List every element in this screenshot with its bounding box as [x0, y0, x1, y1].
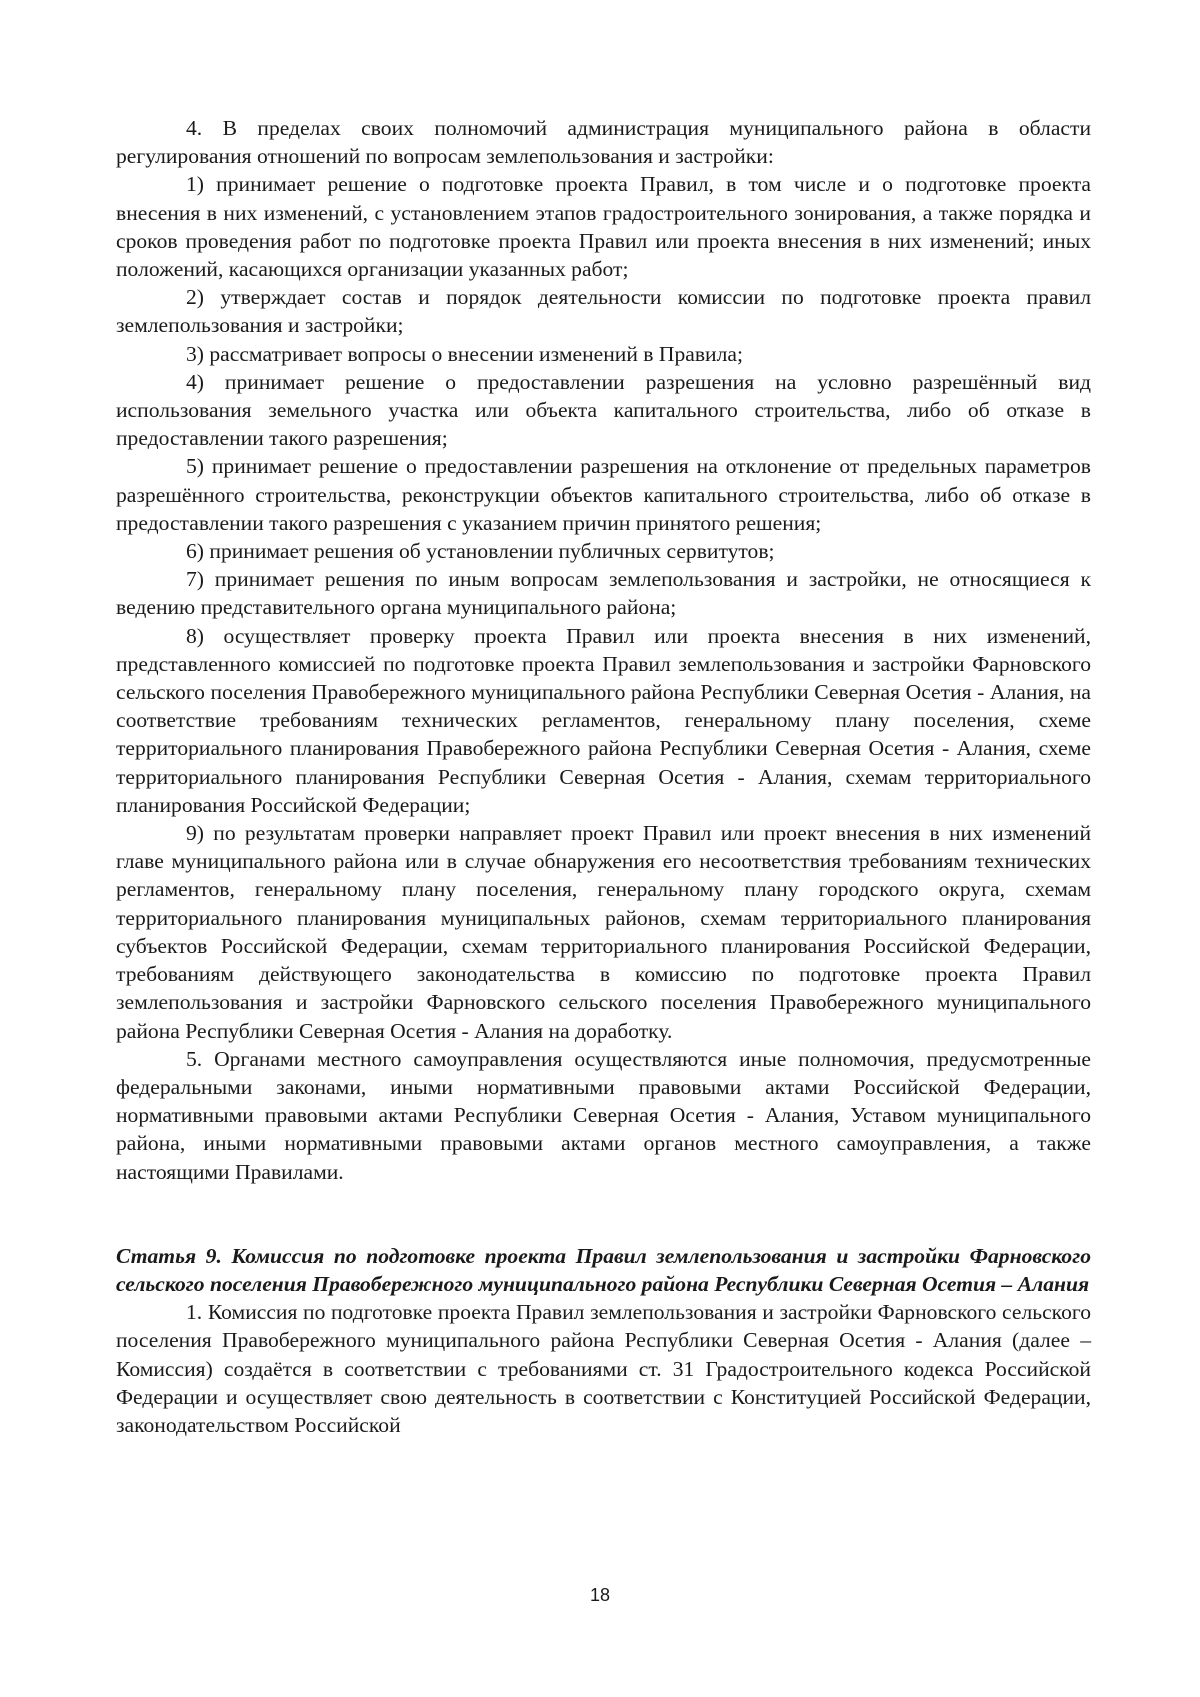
paragraph-4: 4. В пределах своих полномочий администрация муниципального района в области регулирования отношений по вопросам землепользования и застройки: — [116, 116, 1091, 169]
list-item-3: 3) рассматривает вопросы о внесении изменений в Правила; — [186, 341, 743, 366]
list-item-9: 9) по результатам проверки направляет проект Правил или проект внесения в них изменений главе муниципального района или в случае обнаружения его несоответствия требованиям технических регламентов, генеральному плану поселения, генеральному плану городского округа, схемам территориального планирования муниципальных районов, схемам территориального планирования субъектов Российской Федерации, схемам территориального планирования Российской Федерации, требованиям действующего законодательства в комиссию по подготовке проекта Правил землепользования и застройки Фарновского сельского поселения Правобережного муниципального района Республики Северная Осетия - Алания на доработку. — [116, 821, 1091, 1043]
list-item-7: 7) принимает решения по иным вопросам землепользования и застройки, не относящиеся к ведению представительного органа муниципального района; — [116, 567, 1091, 620]
list-item-2: 2) утверждает состав и порядок деятельности комиссии по подготовке проекта правил землепользования и застройки; — [116, 285, 1091, 338]
paragraph-5: 5. Органами местного самоуправления осуществляются иные полномочия, предусмотренные федеральными законами, иными нормативными правовыми актами Российской Федерации, нормативными правовыми актами Республики Северная Осетия - Алания, Уставом муниципального района, иными нормативными правовыми актами органов местного самоуправления, а также настоящими Правилами. — [116, 1046, 1091, 1184]
section-spacer — [116, 1186, 1091, 1242]
document-body — [116, 114, 1091, 1439]
list-item-8: 8) осуществляет проверку проекта Правил или проекта внесения в них изменений, представленного комиссией по подготовке проекта Правил землепользования и застройки Фарновского сельского поселения Правобережного муниципального района Республики Северная Осетия - Алания, на соответствие требованиям технических регламентов, генеральному плану поселения, схеме территориального планирования Правобережного района Республики Северная Осетия - Алания, схеме территориального планирования Республики Северная Осетия - Алания, схемам территориального планирования Российской Федерации; — [116, 623, 1091, 817]
list-item-4: 4) принимает решение о предоставлении разрешения на условно разрешённый вид использования земельного участка или объекта капитального строительства, либо об отказе в предоставлении такого разрешения; — [116, 369, 1091, 451]
article-9-paragraph-1: 1. Комиссия по подготовке проекта Правил землепользования и застройки Фарновского сельского поселения Правобережного муниципального района Республики Северная Осетия - Алания (далее – Комиссия) создаётся в соответствии с требованиями ст. 31 Градостроительного кодекса Российской Федерации и осуществляет свою деятельность в соответствии с Конституцией Российской Федерации, законодательством Российской — [116, 1300, 1091, 1437]
list-item-1: 1) принимает решение о подготовке проекта Правил, в том числе и о подготовке проекта внесения в них изменений, с установлением этапов градостроительного зонирования, а также порядка и сроков проведения работ по подготовке проекта Правил или проекта внесения в них изменений; иных положений, касающихся организации указанных работ; — [116, 172, 1091, 282]
article-9-heading: Статья 9. Комиссия по подготовке проекта Правил землепользования и застройки Фарновского сельского поселения Правобережного муниципального района Республики Северная Осетия – Алания — [116, 1243, 1091, 1296]
list-item-6: 6) принимает решения об установлении публичных сервитутов; — [186, 539, 775, 564]
list-item-5: 5) принимает решение о предоставлении разрешения на отклонение от предельных параметров разрешённого строительства, реконструкции объектов капитального строительства, либо об отказе в предоставлении такого разрешения с указанием причин принятого решения; — [116, 454, 1091, 535]
page-number: 18 — [589, 1585, 611, 1605]
